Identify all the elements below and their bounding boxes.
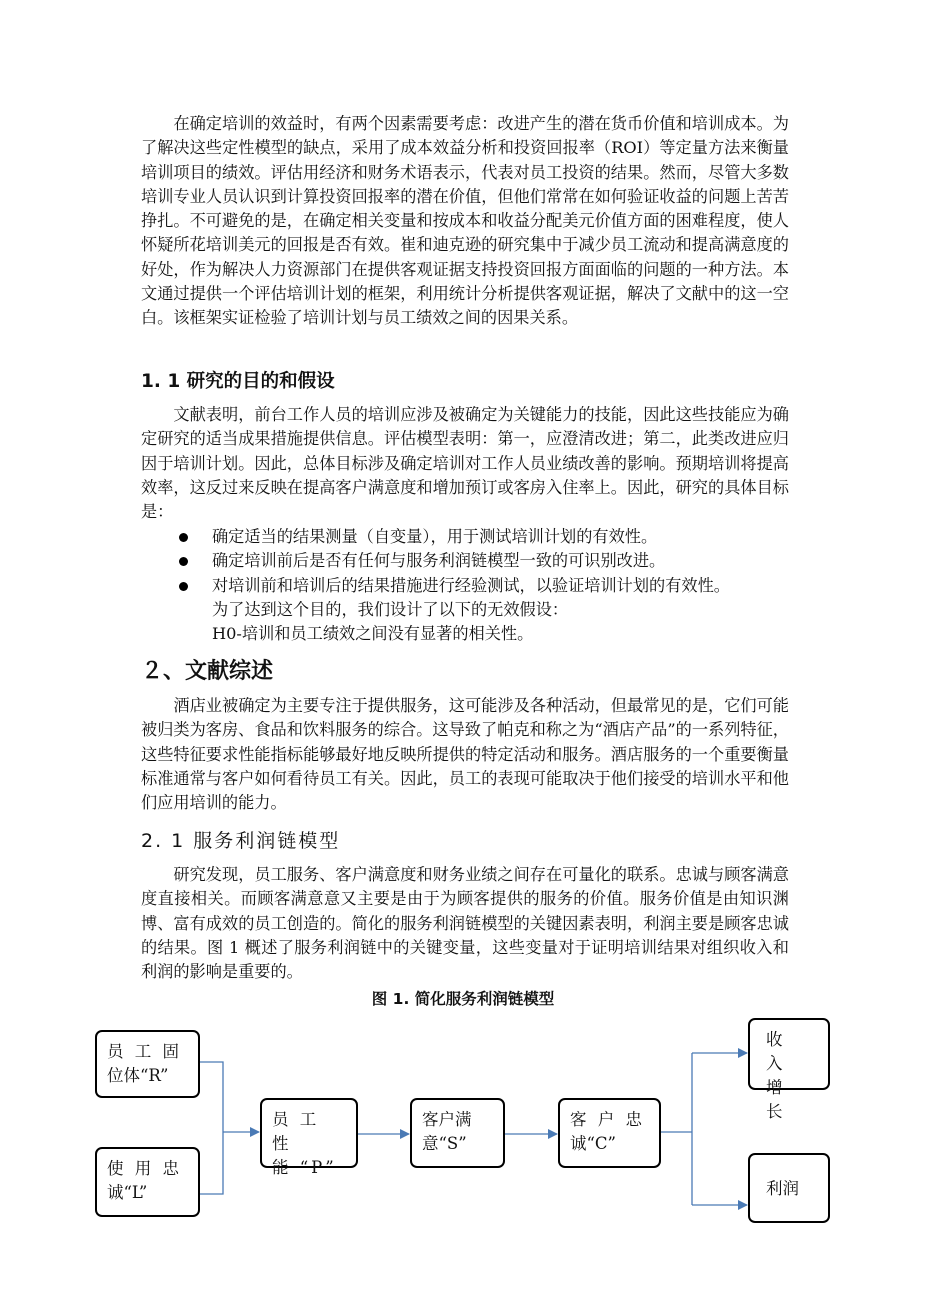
list-item: 确定适当的结果测量（自变量），用于测试培训计划的有效性。	[176, 525, 806, 549]
bullet-icon	[179, 582, 188, 591]
objectives-list	[176, 525, 806, 598]
review-paragraph: 酒店业被确定为主要专注于提供服务，这可能涉及各种活动，但最常见的是，它们可能被归类为客房、食品和饮料服务的综合。这导致了帕克和称之为“酒店产品”的一系列特征，这些特征要求性能指标能够最好地反映所提供的特定活动和服务。酒店服务的一个重要衡量标准通常与客户如何看待员工有关。因此，员工的表现可能取决于他们接受的培训水平和他们应用培训的能力。	[141, 696, 789, 813]
hypothesis-h0: H0-培训和员工绩效之间没有显著的相关性。	[212, 624, 534, 643]
list-item: 确定培训前后是否有任何与服务利润链模型一致的可识别改进。	[176, 549, 806, 573]
section-heading-2-1: 2. 1 服务利润链模型	[141, 830, 341, 852]
bullet-icon	[179, 557, 188, 566]
revenue-growth-box: 收 入 增 长	[748, 1018, 830, 1090]
employee-loyalty-box: 使 用 忠 诚“L”	[95, 1147, 200, 1217]
section-heading-1-1: 1. 1 研究的目的和假设	[141, 371, 335, 392]
customer-loyalty-box: 客 户 忠 诚“C”	[558, 1098, 661, 1168]
merge-connector-line	[199, 1062, 223, 1194]
employee-retention-box: 员 工 固 位体“R”	[95, 1030, 200, 1098]
customer-satisfaction-box: 客户满 意“S”	[410, 1098, 505, 1168]
employee-performance-box: 员 工 性 能 “P”	[260, 1098, 358, 1168]
bullet-icon	[179, 533, 188, 542]
profit-box: 利润	[748, 1153, 830, 1223]
chain-paragraph: 研究发现，员工服务、客户满意度和财务业绩之间存在可量化的联系。忠诚与顾客满意度直接相关。而顾客满意意又主要是由于为顾客提供的服务的价值。服务价值是由知识渊博、富有成效的员工创造的。简化的服务利润链模型的关键因素表明，利润主要是顾客忠诚的结果。图 1 概述了服务利润链中的关键变量，这些变量对于证明培训结果对组织收入和利润的影响是重要的。	[141, 865, 789, 982]
purpose-paragraph: 文献表明，前台工作人员的培训应涉及被确定为关键能力的技能，因此这些技能应为确定研究的适当成果措施提供信息。评估模型表明：第一，应澄清改进；第二，此类改进应归因于培训计划。因此，总体目标涉及确定培训对工作人员业绩改善的影响。预期培训将提高效率，这反过来反映在提高客户满意度和增加预订或客房入住率上。因此，研究的具体目标是：	[141, 405, 789, 522]
intro-paragraph: 在确定培训的效益时，有两个因素需要考虑：改进产生的潜在货币价值和培训成本。为了解决这些定性模型的缺点，采用了成本效益分析和投资回报率（ROI）等定量方法来衡量培训项目的绩效。评估用经济和财务术语表示，代表对员工投资的结果。然而，尽管大多数培训专业人员认识到计算投资回报率的潜在价值，但他们常常在如何验证收益的问题上苦苦挣扎。不可避免的是，在确定相关变量和按成本和收益分配美元价值方面的困难程度，使人怀疑所花培训美元的回报是否有效。崔和迪克逊的研究集中于减少员工流动和提高满意度的好处，作为解决人力资源部门在提供客观证据支持投资回报方面面临的问题的一种方法。本文通过提供一个评估培训计划的框架，利用统计分析提供客观证据，解决了文献中的这一空白。该框架实证检验了培训计划与员工绩效之间的因果关系。	[141, 114, 789, 328]
section-heading-2: ２、文献综述	[141, 659, 274, 684]
figure-title: 图 1. 简化服务利润链模型	[371, 990, 555, 1008]
hypothesis-intro: 为了达到这个目的，我们设计了以下的无效假设：	[212, 600, 569, 619]
list-item: 对培训前和培训后的结果措施进行经验测试，以验证培训计划的有效性。	[176, 574, 806, 598]
